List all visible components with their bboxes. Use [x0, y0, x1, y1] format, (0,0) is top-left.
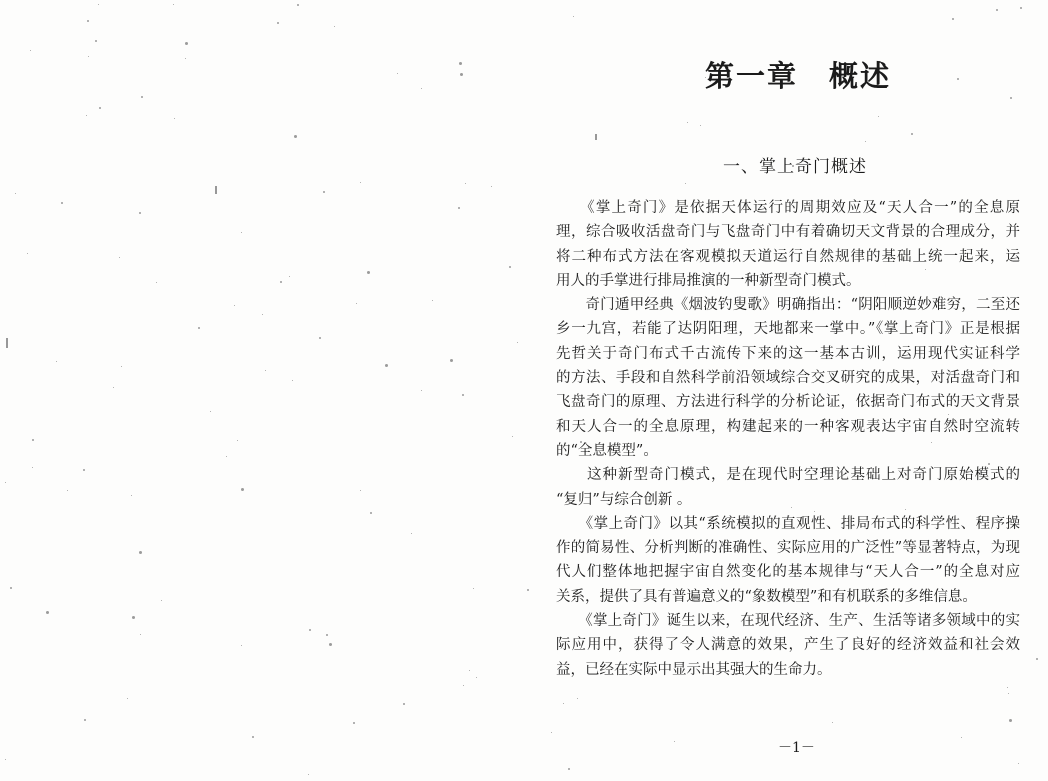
scan-speck — [139, 212, 141, 214]
scan-speck — [198, 327, 200, 329]
scan-speck — [957, 78, 959, 80]
text-line: 飞盘奇门的原理、方法进行科学的分析论证，依据奇门布式的天文背景 — [556, 394, 1020, 411]
scan-speck — [323, 191, 325, 193]
scan-speck — [297, 4, 299, 6]
scan-speck — [56, 361, 57, 362]
scan-speck — [292, 380, 293, 381]
scan-speck — [185, 42, 188, 45]
scan-speck — [360, 182, 361, 183]
scan-speck — [1008, 693, 1009, 694]
scan-speck — [911, 133, 913, 135]
scan-speck — [241, 488, 244, 491]
scan-speck — [185, 58, 186, 59]
scan-speck — [252, 736, 254, 738]
scan-speck — [459, 62, 462, 65]
scan-speck — [329, 643, 332, 646]
scan-speck — [87, 20, 89, 22]
scan-speck — [308, 774, 309, 775]
scan-speck — [139, 551, 142, 554]
scan-speck — [700, 125, 701, 126]
scan-speck — [5, 759, 6, 760]
scan-speck — [385, 364, 388, 367]
scan-speck — [210, 411, 211, 412]
scan-speck — [1007, 687, 1008, 688]
scan-speck — [132, 616, 135, 619]
scan-speck — [952, 18, 954, 20]
scan-speck — [280, 281, 282, 283]
scan-speck — [161, 600, 162, 601]
body-text — [556, 196, 1020, 682]
text-line: 用人的手掌进行排局推演的一种新型奇门模式。 — [556, 272, 861, 289]
scan-speck — [119, 257, 120, 258]
scan-speck — [1010, 97, 1012, 99]
scan-speck — [403, 703, 405, 705]
scan-speck — [289, 276, 290, 277]
scan-speck — [353, 722, 355, 724]
scan-speck — [367, 271, 370, 274]
scan-speck — [568, 768, 570, 770]
scan-speck — [98, 4, 99, 5]
scan-speck — [294, 135, 297, 138]
scan-speck — [226, 456, 227, 457]
scan-speck — [121, 366, 122, 367]
scan-speck — [83, 469, 85, 471]
scan-speck — [265, 370, 266, 371]
scan-speck — [32, 467, 33, 468]
scan-speck — [319, 337, 321, 339]
text-line: “复归”与综合创新 。 — [556, 491, 692, 508]
text-line: 理，综合吸收活盘奇门与飞盘奇门中有着确切天文背景的合理成分，并 — [556, 224, 1020, 241]
scan-speck — [262, 314, 263, 315]
scan-speck — [421, 88, 422, 89]
scan-speck — [84, 719, 86, 721]
scan-speck — [61, 202, 63, 204]
scan-speck — [141, 96, 143, 98]
scan-speck — [140, 634, 141, 635]
scan-speck — [1009, 719, 1012, 722]
scan-speck — [476, 677, 477, 678]
scan-speck — [5, 482, 6, 483]
text-line: 的方法、手段和自然科学前沿领域综合交叉研究的成果，对活盘奇门和 — [556, 370, 1020, 387]
scan-speck — [1018, 763, 1019, 764]
text-line: 益，已经在实际中显示出其强大的生命力。 — [556, 661, 832, 678]
scan-speck — [30, 50, 31, 51]
scan-speck — [88, 56, 89, 57]
scan-speck — [241, 645, 242, 646]
scan-speck — [86, 115, 87, 116]
text-line: 作的简易性、分析判断的准确性、实际应用的广泛性”等显著特点，为现 — [556, 540, 1020, 557]
scan-margin-mark — [6, 338, 8, 348]
scan-speck — [674, 741, 675, 742]
text-line: 先哲关于奇门布式千古流传下来的这一基本古训，运用现代实证科学 — [556, 345, 1020, 362]
scan-speck — [127, 698, 128, 699]
scan-speck — [113, 387, 114, 388]
section-title: 一、掌上奇门概述 — [723, 157, 867, 177]
scan-margin-mark — [215, 186, 217, 194]
scan-speck — [878, 116, 879, 117]
text-line: 奇门遁甲经典《烟波钓叟歌》明确指出：“阴阳顺逆妙难穷，二至还 — [556, 297, 1020, 314]
scan-speck — [334, 26, 335, 27]
scan-speck — [131, 495, 132, 496]
scan-speck — [277, 22, 279, 24]
scan-speck — [156, 282, 157, 283]
scan-speck — [462, 394, 464, 396]
text-line: 际应用中，获得了令人满意的效果，产生了良好的经济效益和社会效 — [556, 637, 1020, 654]
scan-speck — [1020, 7, 1022, 9]
scan-speck — [491, 186, 492, 187]
scan-speck — [961, 737, 962, 738]
scan-speck — [432, 300, 433, 301]
scan-speck — [517, 342, 518, 343]
scan-speck — [473, 588, 474, 589]
scan-speck — [174, 118, 175, 119]
scan-speck — [450, 359, 453, 362]
scan-speck — [370, 512, 372, 514]
text-line: 和天人合一的全息原理，构建起来的一种客观表达宇宙自然时空流转 — [556, 418, 1020, 435]
page-number: －1－ — [778, 740, 815, 756]
scan-speck — [32, 439, 34, 441]
scan-speck — [99, 107, 101, 109]
scan-speck — [527, 589, 529, 591]
scan-speck — [832, 722, 833, 723]
scan-margin-mark — [595, 134, 597, 140]
scan-speck — [469, 670, 470, 671]
scan-speck — [411, 533, 412, 534]
text-line: 的“全息模型”。 — [556, 442, 658, 459]
text-line: 乡一九宫，若能了达阴阳理，天地都来一掌中。”《掌上奇门》正是根据 — [556, 321, 1020, 338]
text-line: 《掌上奇门》是依据天体运行的周期效应及“天人合一”的全息原 — [556, 200, 1020, 216]
scan-speck — [326, 634, 328, 636]
scan-speck — [309, 629, 311, 631]
text-line: 将二种布式方法在客观模拟天道运行自然规律的基础上统一起来，运 — [556, 248, 1020, 265]
scan-speck — [865, 141, 866, 142]
scan-speck — [234, 305, 235, 306]
scan-speck — [685, 183, 686, 184]
scan-speck — [15, 193, 16, 194]
scan-speck — [458, 207, 460, 209]
scan-speck — [356, 303, 357, 304]
scan-speck — [421, 390, 422, 391]
scan-speck — [512, 436, 513, 437]
scan-speck — [460, 73, 463, 76]
scan-speck — [397, 73, 398, 74]
scan-speck — [996, 9, 998, 11]
scan-speck — [360, 490, 361, 491]
scan-speck — [465, 183, 466, 184]
text-line: 这种新型奇门模式，是在现代时空理论基础上对奇门原始模式的 — [556, 467, 1020, 484]
scan-speck — [551, 732, 552, 733]
scan-speck — [463, 685, 464, 686]
scan-speck — [1036, 658, 1038, 660]
scan-speck — [27, 253, 28, 254]
scan-speck — [237, 440, 238, 441]
scan-speck — [563, 703, 564, 704]
scan-speck — [95, 40, 97, 42]
scan-speck — [687, 122, 688, 123]
text-line: 关系，提供了具有普遍意义的“象数模型”和有机联系的多维信息。 — [556, 588, 977, 605]
chapter-title: 第一章 概述 — [705, 59, 892, 93]
scan-speck — [67, 490, 68, 491]
scan-speck — [577, 698, 578, 699]
text-line: 《掌上奇门》诞生以来，在现代经济、生产、生活等诸多领域中的实 — [556, 613, 1020, 630]
scan-speck — [573, 16, 574, 17]
scan-speck — [10, 587, 12, 589]
text-line: 《掌上奇门》以其“系统模拟的直观性、排局布式的科学性、程序操 — [556, 515, 1020, 532]
scan-speck — [509, 266, 511, 268]
text-line: 代人们整体地把握宇宙自然变化的基本规律与“天人合一”的全息对应 — [556, 564, 1020, 581]
scan-speck — [46, 611, 49, 614]
scan-speck — [241, 232, 242, 233]
scan-speck — [173, 4, 174, 5]
